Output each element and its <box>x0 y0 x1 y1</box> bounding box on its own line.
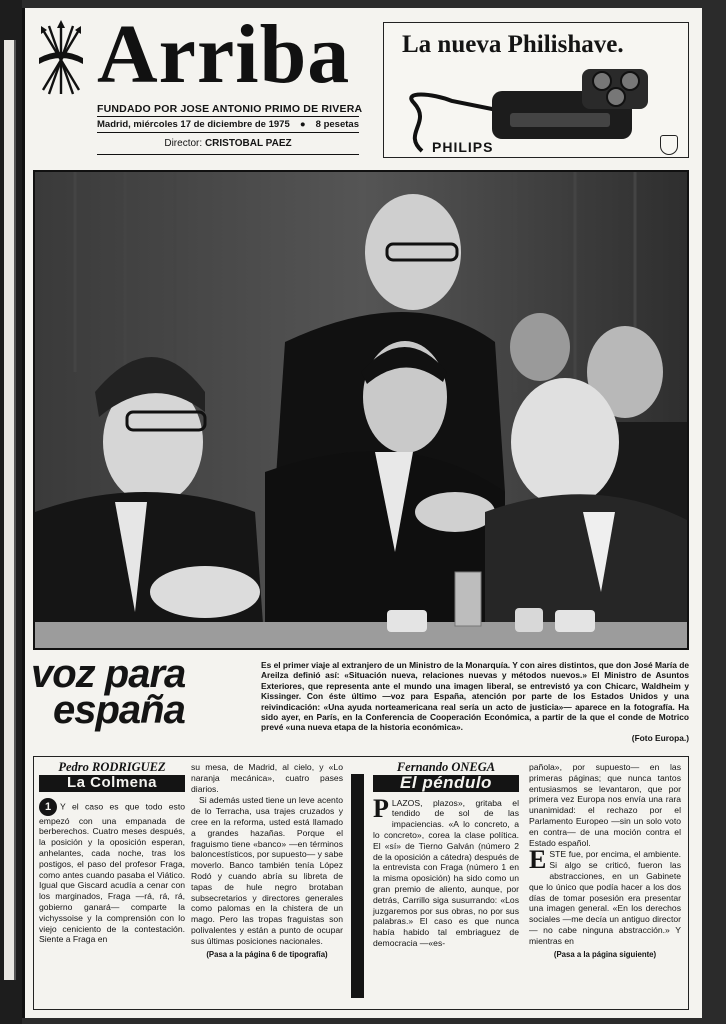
issue-date: Madrid, miércoles 17 de diciembre de 1975 <box>97 119 290 130</box>
photo-caption <box>261 660 689 743</box>
newspaper-title: Arriba <box>97 8 351 101</box>
left-column-author: Pedro RODRIGUEZ <box>58 760 166 774</box>
photo-credit: (Foto Europa.) <box>631 732 689 743</box>
director-name: CRISTOBAL PAEZ <box>204 138 292 149</box>
dropcap-p: P <box>373 793 389 823</box>
right-column-text-a: LAZOS, plazos», gritaba el tendido de sol de las impaciencias. «A lo concreto, a lo concreto», corea la clase política. El «sí» de Tierno Galván (número 2 de la oposición a cátedra) después de la entrevista con Fraga (número 1 en la misma oposición) ha sido como un gran premio de aliento, aunque, por detrás, Carrillo siga susurrando: «Los juzgaremos por sus obras, no por sus palabras.» El caso es que nunca había habido tal embriaguez de democracia —«es- <box>373 797 519 948</box>
column-pendulo-right <box>529 762 681 960</box>
column-colmena-right <box>191 762 343 960</box>
newspaper-front-page <box>22 8 702 1018</box>
headline-line-2: españa <box>53 688 185 732</box>
right-column-paragraph-1 <box>373 793 519 949</box>
director-line <box>97 138 359 149</box>
right-column-section: El péndulo <box>373 775 519 792</box>
left-column-continued: (Pasa a la página 6 de tipografía) <box>206 949 328 959</box>
right-column-author: Fernando ONEGA <box>396 760 496 774</box>
caption-text: Es el primer viaje al extranjero de un Ministro de la Monarquía. Y con aires distintos, que don José María de Areilza definió así: «Situación nueva, relaciones nuevas y métodos nuevos.» El Ministro de Asuntos Exteriores, que representa ante el mundo una imagen liberal, se entrevistó ya con Chicarc, Waldheim y Kissinger. Con éste último —voz para España, atención por parte de los Estados Unidos y una reivindicación: «Una ayuda norteamericana real sería un acto de justicia»— aparece en la fotografía. Ha sido ayer, en París, en la Conferencia de Cooperación Económica, a partir de la que el conde de Motrico prevé «una nueva etapa de la historia económica». <box>261 660 689 733</box>
right-column-text-b: pañola», por supuesto— en las primeras páginas; que nunca tantos entusiasmos se levantaron, que por primera vez Europa nos envía una rara unanimidad: el rechazo por el Parlamento Europeo —sin un solo voto en contra— de una moción contra el Estado español. <box>529 762 681 848</box>
column-pendulo-left <box>373 762 519 950</box>
headline-line-1: voz para <box>31 652 186 696</box>
philishave-advertisement <box>383 22 689 158</box>
right-column-continued: (Pasa a la página siguiente) <box>553 949 657 959</box>
left-column-text-c: Si además usted tiene un leve acento de lo Terracha, usa trajes cruzados y cree en la reforma, usted está llamado a grandes hazañas. Porque el fraguismo tiene «banco» —en términos baloncestísticos, por supuesto— y sabe moverlo. Banco también tenía López Rodó y cuando abría su libreta de tapas de hule negro brotaban subsecretarios y directores generales como palomas en la chistera de un mago. Pero las tropas fraguistas son polivalentes y están a punto de ocupar sus últimas posiciones nacionales. <box>191 795 343 946</box>
masthead-rule <box>97 154 359 155</box>
right-column-paragraph-2 <box>529 845 681 946</box>
left-column-text-a: Y el caso es que todo esto empezó con una empanada de berberechos. Cuatro meses después, la posición y la oposición esperan, anhelantes, cada noche, tras los postigos, el paso del profesor Fraga, como antes cuando pasaba el Viático. Igual que Giscard acudía a cenar con los marginados, Fraga —rá, rá, rá, gobierno ganará— comparte la vichyssoise y la comprensión con lo viejo ceniciento de la contestación. Siente a Fraga en <box>39 800 185 945</box>
ad-headline: La nueva Philishave. <box>402 31 624 58</box>
section-number-badge: 1 <box>39 798 57 816</box>
left-column-text-b: su mesa, de Madrid, al cielo, y «Lo naranja mecánica», cuatro pases diarios. <box>191 762 343 794</box>
left-column-section: La Colmena <box>39 775 185 792</box>
left-column-paragraph-1 <box>39 798 185 946</box>
lead-photo <box>33 170 689 650</box>
director-label: Director: <box>164 138 203 149</box>
dropcap-e: E <box>529 845 547 875</box>
bullet-separator: ● <box>299 119 306 130</box>
philips-shield-icon <box>660 135 678 155</box>
right-column-text-c: STE fue, por encima, el ambiente. Si algo se criticó, fueron las abstracciones, en un Gabinete que lo único que podía hacer a los dos días de tomar posesión era presentar una imagen general. «En los derechos sociales —me decía un antiguo director— no cabe ninguna abstracción.» Y mientras en <box>529 849 681 946</box>
ad-brand: PHILIPS <box>432 139 494 155</box>
lead-headline <box>31 652 259 732</box>
founder-line: FUNDADO POR JOSE ANTONIO PRIMO DE RIVERA <box>97 103 363 115</box>
column-divider <box>351 774 364 998</box>
issue-price: 8 pesetas <box>315 119 359 130</box>
column-colmena-left <box>39 762 185 946</box>
book-binding-edge <box>0 0 22 1024</box>
yoke-and-arrows-emblem-icon <box>35 18 87 100</box>
dateline <box>97 116 359 133</box>
